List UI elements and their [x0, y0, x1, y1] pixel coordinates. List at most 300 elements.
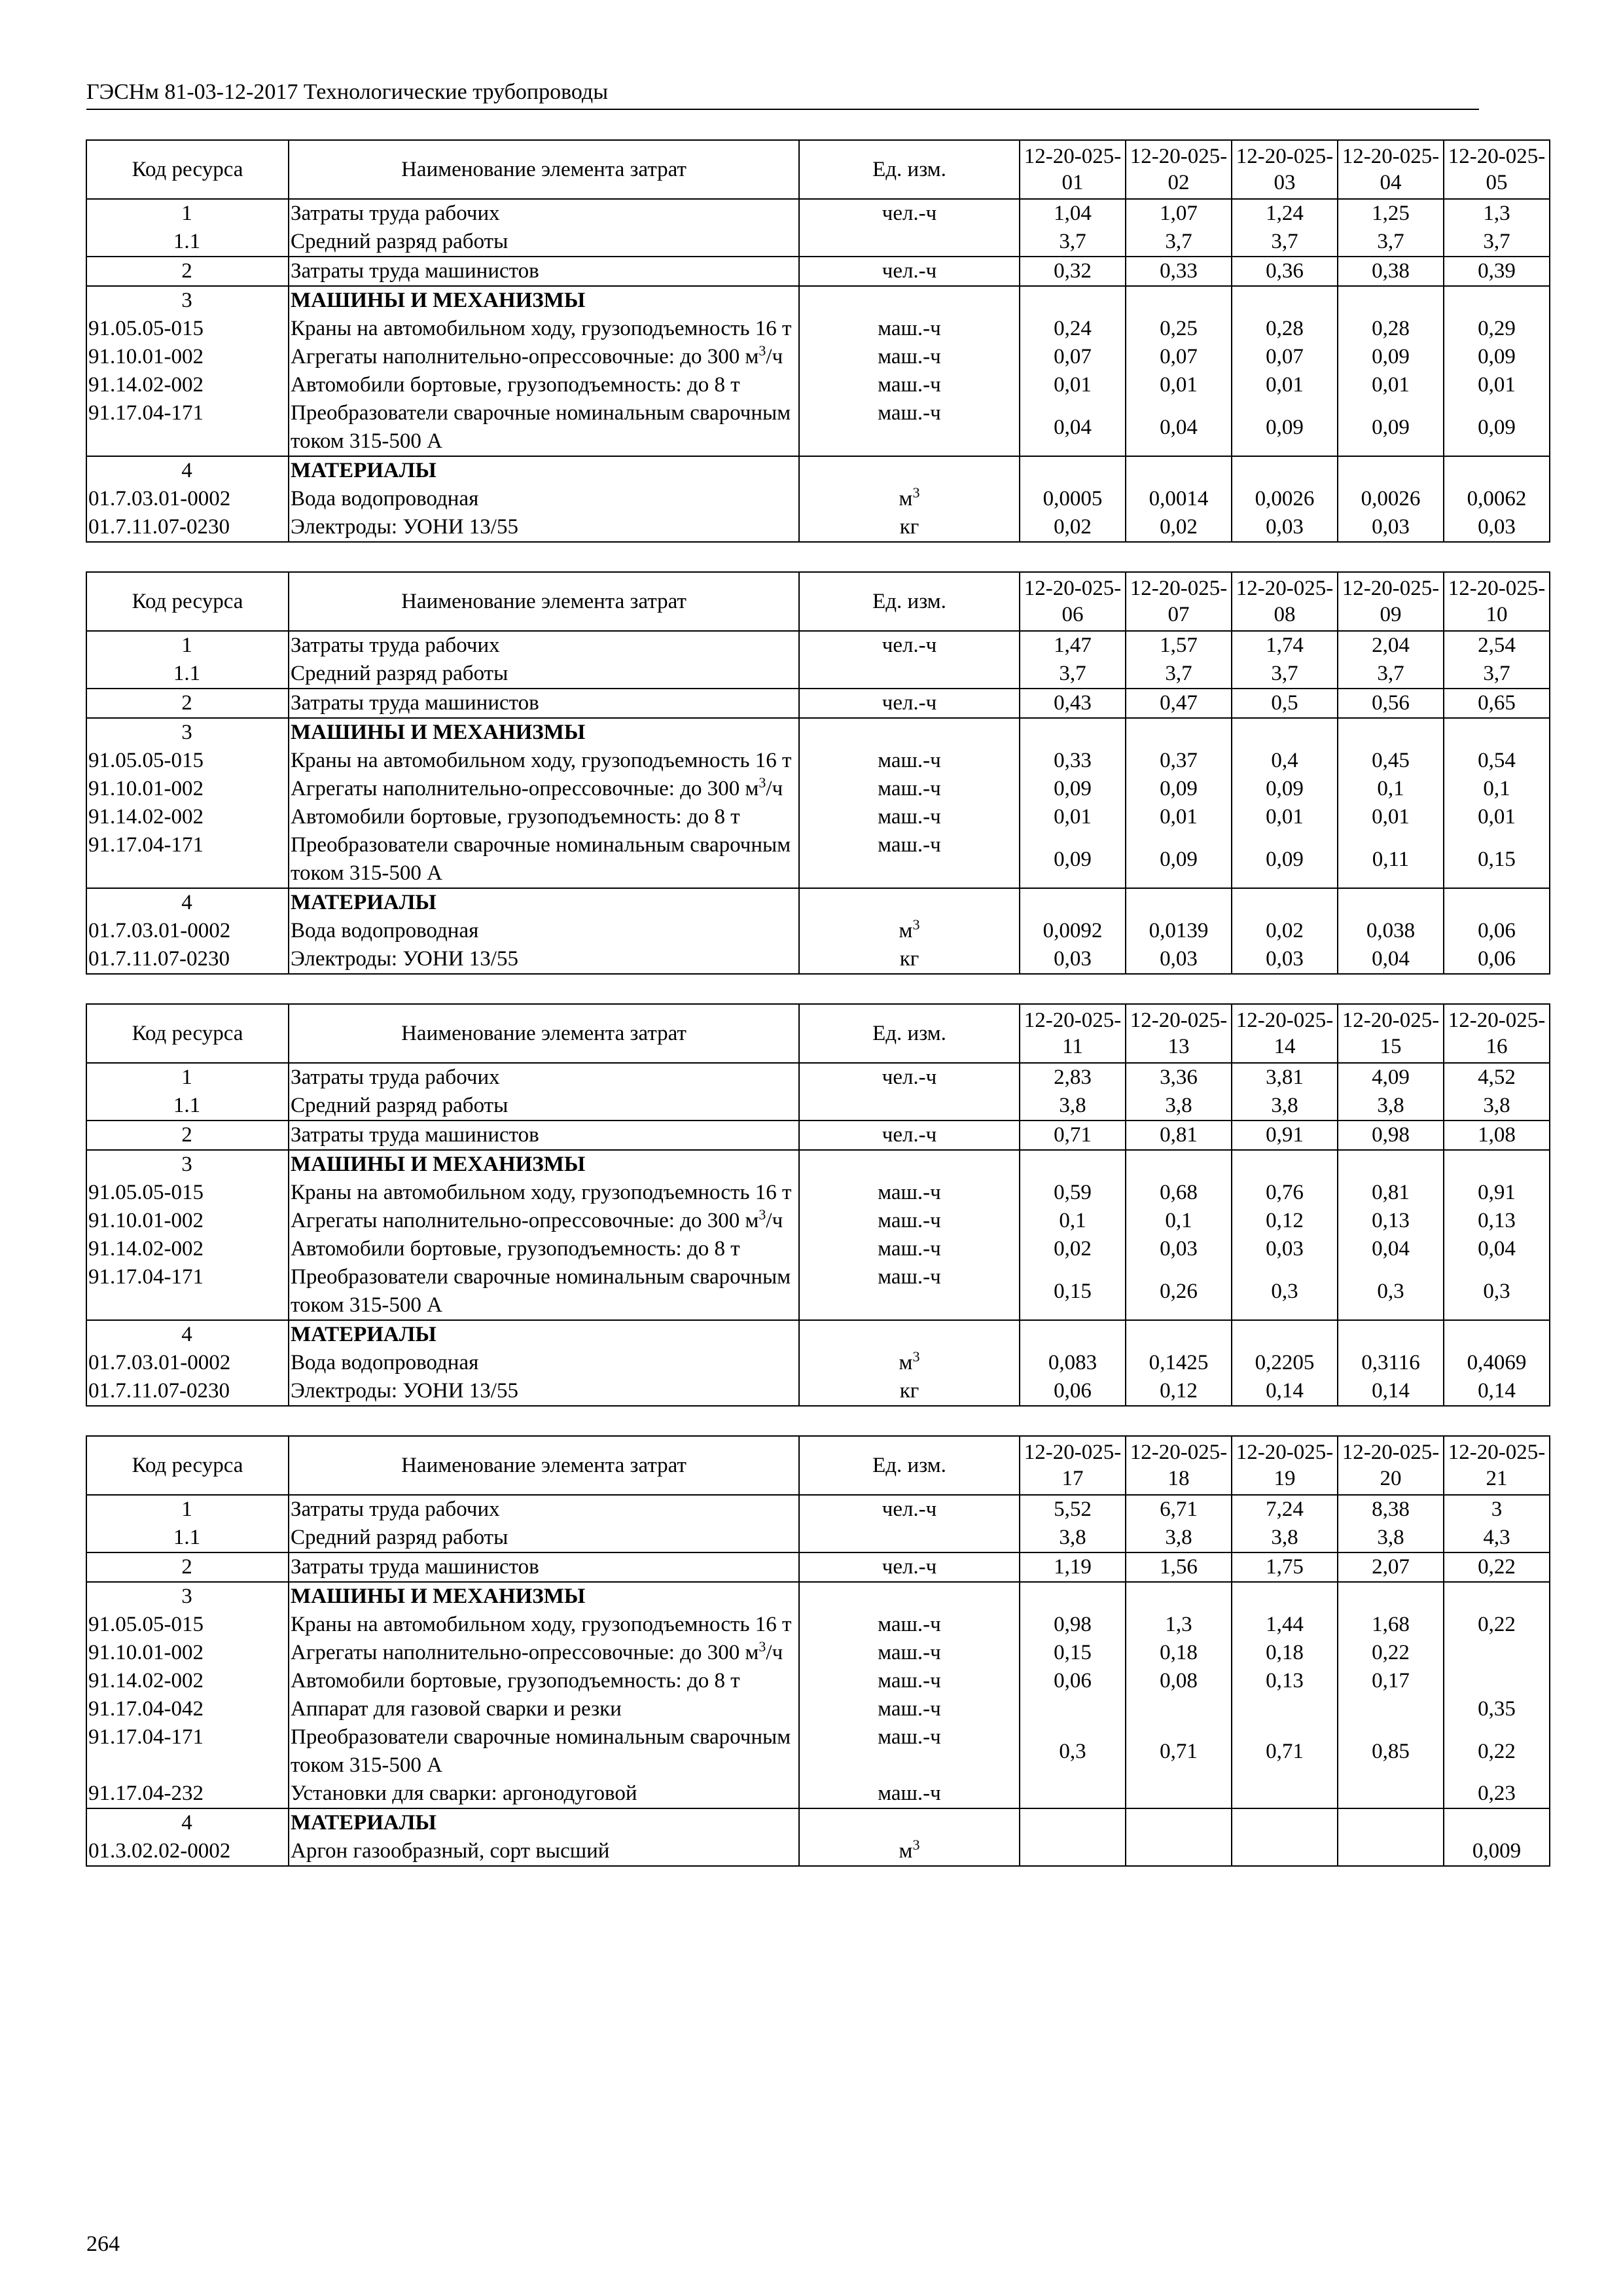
cost-element-name: Вода водопроводная	[289, 917, 799, 945]
superscript: 3	[912, 1348, 920, 1365]
unit: маш.-ч	[799, 747, 1020, 775]
norm-value: 0,33	[1126, 257, 1232, 286]
norm-value: 0,09	[1126, 831, 1232, 888]
norm-value: 0,22	[1338, 1639, 1444, 1667]
cost-element-name: Затраты труда машинистов	[289, 689, 799, 718]
header-norm-code: 12-20-025-01	[1020, 140, 1126, 199]
norm-value: 0,03	[1232, 513, 1338, 542]
unit	[799, 1150, 1020, 1179]
norm-value: 0,02	[1020, 513, 1126, 542]
unit: маш.-ч	[799, 1263, 1020, 1320]
norm-value	[1126, 1837, 1232, 1866]
norm-value	[1444, 456, 1550, 485]
resource-code: 2	[86, 1552, 289, 1582]
unit: чел.-ч	[799, 257, 1020, 286]
table-row	[86, 1552, 1550, 1582]
norm-value	[1232, 1150, 1338, 1179]
norm-value	[1020, 888, 1126, 917]
norm-table	[86, 139, 1550, 543]
norm-value: 7,24	[1232, 1495, 1338, 1524]
norm-value	[1232, 1320, 1338, 1349]
norm-value: 3,8	[1444, 1092, 1550, 1121]
norm-value: 0,65	[1444, 689, 1550, 718]
unit: маш.-ч	[799, 831, 1020, 888]
norm-value: 0,009	[1444, 1837, 1550, 1866]
norm-value: 0,0005	[1020, 485, 1126, 513]
norm-value	[1126, 1808, 1232, 1837]
resource-code: 2	[86, 689, 289, 718]
cost-element-name: Преобразователи сварочные номинальным сварочным током 315-500 А	[289, 399, 799, 456]
norm-value: 1,3	[1444, 199, 1550, 228]
unit: чел.-ч	[799, 689, 1020, 718]
table-row	[86, 485, 1550, 513]
unit: $м^3$	[799, 1837, 1020, 1866]
norm-value: 3,8	[1126, 1524, 1232, 1552]
resource-code: 91.05.05-015	[86, 315, 289, 343]
norm-value: 0,81	[1338, 1179, 1444, 1207]
unit	[799, 286, 1020, 315]
norm-value	[1020, 718, 1126, 747]
cost-element-name: Затраты труда рабочих	[289, 631, 799, 660]
norm-value	[1338, 286, 1444, 315]
norm-value: 0,1	[1444, 775, 1550, 803]
norm-value: 0,01	[1338, 371, 1444, 399]
table-row	[86, 1639, 1550, 1667]
norm-value: 0,03	[1126, 1235, 1232, 1263]
table-row	[86, 1207, 1550, 1235]
table-header-row	[86, 572, 1550, 631]
header-norm-code: 12-20-025-04	[1338, 140, 1444, 199]
cost-element-name: МАТЕРИАЛЫ	[289, 888, 799, 917]
norm-value: 0,38	[1338, 257, 1444, 286]
norm-value	[1126, 1582, 1232, 1611]
unit: маш.-ч	[799, 1179, 1020, 1207]
norm-value: 4,3	[1444, 1524, 1550, 1552]
cost-element-name: МАШИНЫ И МЕХАНИЗМЫ	[289, 286, 799, 315]
norm-value: 0,09	[1338, 343, 1444, 371]
norm-value: 0,13	[1444, 1207, 1550, 1235]
norm-value	[1444, 1150, 1550, 1179]
header-code: Код ресурса	[86, 140, 289, 199]
resource-code: 1.1	[86, 660, 289, 689]
resource-code: 01.7.03.01-0002	[86, 917, 289, 945]
header-norm-code: 12-20-025-07	[1126, 572, 1232, 631]
unit	[799, 718, 1020, 747]
section-row	[86, 286, 1550, 315]
norm-value: 3,7	[1126, 228, 1232, 257]
table-row	[86, 371, 1550, 399]
resource-code: 91.17.04-042	[86, 1695, 289, 1723]
norm-value: 1,75	[1232, 1552, 1338, 1582]
norm-value: 5,52	[1020, 1495, 1126, 1524]
norm-value	[1020, 1780, 1126, 1808]
norm-value: 1,08	[1444, 1121, 1550, 1150]
norm-value: 0,3	[1338, 1263, 1444, 1320]
section-row	[86, 718, 1550, 747]
unit: чел.-ч	[799, 631, 1020, 660]
norm-value: 0,2205	[1232, 1349, 1338, 1377]
norm-value	[1232, 286, 1338, 315]
norm-value: 0,85	[1338, 1723, 1444, 1780]
norm-value: 3,8	[1020, 1092, 1126, 1121]
norm-value: 0,09	[1020, 831, 1126, 888]
table-row	[86, 1495, 1550, 1524]
table-row	[86, 775, 1550, 803]
table-row	[86, 1235, 1550, 1263]
resource-code: 91.05.05-015	[86, 1179, 289, 1207]
unit	[799, 228, 1020, 257]
norm-value	[1020, 1320, 1126, 1349]
unit: маш.-ч	[799, 803, 1020, 831]
unit: кг	[799, 945, 1020, 974]
cost-element-name: МАШИНЫ И МЕХАНИЗМЫ	[289, 1582, 799, 1611]
norm-value: 0,09	[1232, 831, 1338, 888]
norm-value: 3,8	[1338, 1092, 1444, 1121]
table-row	[86, 1377, 1550, 1406]
norm-value: 1,19	[1020, 1552, 1126, 1582]
norm-value: 0,39	[1444, 257, 1550, 286]
table-row	[86, 1837, 1550, 1866]
header-name: Наименование элемента затрат	[289, 1436, 799, 1495]
norm-value: 0,02	[1232, 917, 1338, 945]
cost-element-name: МАТЕРИАЛЫ	[289, 1808, 799, 1837]
cost-element-name: Затраты труда рабочих	[289, 199, 799, 228]
norm-value	[1444, 1808, 1550, 1837]
norm-value: 0,038	[1338, 917, 1444, 945]
norm-value	[1232, 1837, 1338, 1866]
table-header-row	[86, 1004, 1550, 1063]
norm-value: 0,29	[1444, 315, 1550, 343]
norm-value: 0,81	[1126, 1121, 1232, 1150]
norm-value: 0,03	[1232, 1235, 1338, 1263]
norm-value	[1338, 1837, 1444, 1866]
cost-element-name: Электроды: УОНИ 13/55	[289, 945, 799, 974]
table-row	[86, 660, 1550, 689]
resource-code: 2	[86, 1121, 289, 1150]
table-row	[86, 1695, 1550, 1723]
norm-value: 0,76	[1232, 1179, 1338, 1207]
norm-value: 0,24	[1020, 315, 1126, 343]
norm-value	[1232, 456, 1338, 485]
header-name: Наименование элемента затрат	[289, 140, 799, 199]
norm-value	[1020, 1582, 1126, 1611]
norm-value: 0,12	[1126, 1377, 1232, 1406]
cost-element-name: Аппарат для газовой сварки и резки	[289, 1695, 799, 1723]
unit	[799, 456, 1020, 485]
norm-value: 2,54	[1444, 631, 1550, 660]
norm-value: 8,38	[1338, 1495, 1444, 1524]
norm-value: 3,7	[1232, 660, 1338, 689]
resource-code: 4	[86, 1808, 289, 1837]
unit	[799, 1808, 1020, 1837]
header-norm-code: 12-20-025-16	[1444, 1004, 1550, 1063]
resource-code: 3	[86, 718, 289, 747]
resource-code: 91.17.04-171	[86, 399, 289, 456]
norm-value: 3	[1444, 1495, 1550, 1524]
unit: чел.-ч	[799, 1552, 1020, 1582]
unit: маш.-ч	[799, 1235, 1020, 1263]
header-norm-code: 12-20-025-11	[1020, 1004, 1126, 1063]
norm-value: 1,47	[1020, 631, 1126, 660]
norm-value: 0,13	[1232, 1667, 1338, 1695]
norm-value: 0,68	[1126, 1179, 1232, 1207]
cost-element-name: Средний разряд работы	[289, 660, 799, 689]
unit: маш.-ч	[799, 371, 1020, 399]
norm-value: 0,91	[1444, 1179, 1550, 1207]
resource-code: 4	[86, 456, 289, 485]
table-row	[86, 1524, 1550, 1552]
norm-value: 0,18	[1232, 1639, 1338, 1667]
cost-element-name: Краны на автомобильном ходу, грузоподъемность 16 т	[289, 1179, 799, 1207]
unit	[799, 1320, 1020, 1349]
norm-value: 0,02	[1020, 1235, 1126, 1263]
header-unit: Ед. изм.	[799, 140, 1020, 199]
norm-value: 0,07	[1232, 343, 1338, 371]
unit: маш.-ч	[799, 1611, 1020, 1639]
norm-value: 0,01	[1020, 371, 1126, 399]
norm-value	[1232, 1780, 1338, 1808]
table-row	[86, 945, 1550, 974]
cost-element-name: Затраты труда рабочих	[289, 1495, 799, 1524]
norm-value: 0,06	[1444, 945, 1550, 974]
table-row	[86, 1121, 1550, 1150]
norm-value: 0,03	[1126, 945, 1232, 974]
norm-value	[1444, 1320, 1550, 1349]
norm-value	[1444, 888, 1550, 917]
norm-value: 3,8	[1232, 1092, 1338, 1121]
cost-element-name: Средний разряд работы	[289, 1524, 799, 1552]
norm-value: 0,3	[1020, 1723, 1126, 1780]
header-unit: Ед. изм.	[799, 1436, 1020, 1495]
norm-value: 0,15	[1444, 831, 1550, 888]
header-norm-code: 12-20-025-17	[1020, 1436, 1126, 1495]
header-code: Код ресурса	[86, 1004, 289, 1063]
superscript: 3	[912, 484, 920, 501]
unit: маш.-ч	[799, 399, 1020, 456]
resource-code: 01.7.03.01-0002	[86, 1349, 289, 1377]
section-row	[86, 888, 1550, 917]
norm-value: 0,3	[1232, 1263, 1338, 1320]
table-row	[86, 228, 1550, 257]
norm-value	[1338, 1808, 1444, 1837]
norm-value: 3,8	[1232, 1524, 1338, 1552]
norm-value: 0,083	[1020, 1349, 1126, 1377]
norm-value	[1020, 1808, 1126, 1837]
norm-value: 0,06	[1020, 1377, 1126, 1406]
norm-value: 0,18	[1126, 1639, 1232, 1667]
norm-value: 1,3	[1126, 1611, 1232, 1639]
header-norm-code: 12-20-025-02	[1126, 140, 1232, 199]
resource-code: 4	[86, 888, 289, 917]
norm-value: 6,71	[1126, 1495, 1232, 1524]
table-row	[86, 689, 1550, 718]
norm-value	[1232, 888, 1338, 917]
resource-code: 91.10.01-002	[86, 775, 289, 803]
resource-code: 01.7.11.07-0230	[86, 513, 289, 542]
norm-value: 1,56	[1126, 1552, 1232, 1582]
resource-code: 1	[86, 1063, 289, 1092]
norm-value: 0,0139	[1126, 917, 1232, 945]
section-row	[86, 1582, 1550, 1611]
resource-code: 91.14.02-002	[86, 371, 289, 399]
unit: кг	[799, 1377, 1020, 1406]
resource-code: 91.10.01-002	[86, 1639, 289, 1667]
norm-value	[1020, 1837, 1126, 1866]
norm-value: 0,28	[1338, 315, 1444, 343]
table-row	[86, 1723, 1550, 1780]
norm-value: 1,07	[1126, 199, 1232, 228]
norm-value	[1338, 1695, 1444, 1723]
norm-value: 0,14	[1232, 1377, 1338, 1406]
norm-value: 0,71	[1232, 1723, 1338, 1780]
norm-value: 0,06	[1020, 1667, 1126, 1695]
cost-element-name: Агрегаты наполнительно-опрессовочные: до 300 $м^3/ч$	[289, 775, 799, 803]
norm-value: 3,7	[1020, 660, 1126, 689]
resource-code: 01.3.02.02-0002	[86, 1837, 289, 1866]
cost-element-name: Вода водопроводная	[289, 485, 799, 513]
norm-value: 2,83	[1020, 1063, 1126, 1092]
norms-tables-container	[86, 139, 1546, 1895]
norm-value: 0,15	[1020, 1263, 1126, 1320]
unit: $м^3$	[799, 1349, 1020, 1377]
cost-element-name: Краны на автомобильном ходу, грузоподъемность 16 т	[289, 315, 799, 343]
resource-code: 91.14.02-002	[86, 803, 289, 831]
norm-value: 0,45	[1338, 747, 1444, 775]
norm-value: 2,07	[1338, 1552, 1444, 1582]
table-row	[86, 199, 1550, 228]
norm-value	[1444, 286, 1550, 315]
cost-element-name: Автомобили бортовые, грузоподъемность: до 8 т	[289, 1235, 799, 1263]
norm-value: 1,68	[1338, 1611, 1444, 1639]
norm-value: 0,01	[1126, 371, 1232, 399]
norm-value: 0,4	[1232, 747, 1338, 775]
norm-value	[1338, 718, 1444, 747]
norm-value: 0,03	[1232, 945, 1338, 974]
norm-value: 0,01	[1444, 803, 1550, 831]
norm-value: 0,17	[1338, 1667, 1444, 1695]
norm-value	[1126, 1780, 1232, 1808]
norm-value	[1126, 456, 1232, 485]
cost-element-name: МАТЕРИАЛЫ	[289, 1320, 799, 1349]
norm-value: 0,04	[1020, 399, 1126, 456]
unit: кг	[799, 513, 1020, 542]
cost-element-name: Электроды: УОНИ 13/55	[289, 1377, 799, 1406]
norm-value	[1338, 1150, 1444, 1179]
norm-value	[1020, 1150, 1126, 1179]
norm-value: 0,09	[1338, 399, 1444, 456]
norm-value: 0,14	[1338, 1377, 1444, 1406]
resource-code: 2	[86, 257, 289, 286]
norm-value: 0,3	[1444, 1263, 1550, 1320]
unit: $м^3$	[799, 485, 1020, 513]
norm-value: 0,36	[1232, 257, 1338, 286]
section-row	[86, 1808, 1550, 1837]
norm-value: 0,08	[1126, 1667, 1232, 1695]
norm-value: 1,25	[1338, 199, 1444, 228]
cost-element-name: Преобразователи сварочные номинальным сварочным током 315-500 А	[289, 1723, 799, 1780]
unit: маш.-ч	[799, 315, 1020, 343]
resource-code: 01.7.11.07-0230	[86, 1377, 289, 1406]
norm-value	[1232, 1582, 1338, 1611]
resource-code: 1	[86, 631, 289, 660]
unit: $м^3$	[799, 917, 1020, 945]
norm-value: 0,12	[1232, 1207, 1338, 1235]
norm-value: 0,0026	[1232, 485, 1338, 513]
norm-value	[1232, 718, 1338, 747]
unit: маш.-ч	[799, 1695, 1020, 1723]
table-row	[86, 631, 1550, 660]
table-row	[86, 1263, 1550, 1320]
section-row	[86, 1150, 1550, 1179]
norm-value: 3,81	[1232, 1063, 1338, 1092]
resource-code: 1.1	[86, 1524, 289, 1552]
header-norm-code: 12-20-025-15	[1338, 1004, 1444, 1063]
header-norm-code: 12-20-025-03	[1232, 140, 1338, 199]
norm-value: 0,1425	[1126, 1349, 1232, 1377]
norm-value: 0,98	[1020, 1611, 1126, 1639]
cost-element-name: Автомобили бортовые, грузоподъемность: до 8 т	[289, 371, 799, 399]
cost-element-name: Автомобили бортовые, грузоподъемность: до 8 т	[289, 803, 799, 831]
norm-value: 0,56	[1338, 689, 1444, 718]
norm-value: 3,7	[1020, 228, 1126, 257]
unit: чел.-ч	[799, 1063, 1020, 1092]
cost-element-name: МАШИНЫ И МЕХАНИЗМЫ	[289, 718, 799, 747]
table-row	[86, 1092, 1550, 1121]
norm-value: 0,01	[1232, 803, 1338, 831]
norm-value: 1,57	[1126, 631, 1232, 660]
norm-value	[1338, 456, 1444, 485]
resource-code: 1.1	[86, 228, 289, 257]
norm-value: 0,0026	[1338, 485, 1444, 513]
norm-value: 0,1	[1126, 1207, 1232, 1235]
norm-value: 0,01	[1020, 803, 1126, 831]
norm-value: 0,5	[1232, 689, 1338, 718]
cost-element-name: Агрегаты наполнительно-опрессовочные: до 300 $м^3/ч$	[289, 1639, 799, 1667]
header-norm-code: 12-20-025-10	[1444, 572, 1550, 631]
resource-code: 1.1	[86, 1092, 289, 1121]
norm-value: 0,43	[1020, 689, 1126, 718]
norm-value: 0,09	[1444, 399, 1550, 456]
norm-value	[1232, 1808, 1338, 1837]
resource-code: 91.17.04-232	[86, 1780, 289, 1808]
cost-element-name: Преобразователи сварочные номинальным сварочным током 315-500 А	[289, 831, 799, 888]
norm-value: 1,24	[1232, 199, 1338, 228]
norm-value: 0,01	[1444, 371, 1550, 399]
table-row	[86, 1179, 1550, 1207]
table-row	[86, 917, 1550, 945]
norm-value: 0,03	[1444, 513, 1550, 542]
norm-value: 0,35	[1444, 1695, 1550, 1723]
table-row	[86, 747, 1550, 775]
norm-value: 0,0092	[1020, 917, 1126, 945]
norm-table	[86, 1003, 1550, 1407]
superscript: 3	[912, 916, 920, 933]
header-norm-code: 12-20-025-14	[1232, 1004, 1338, 1063]
norm-value: 3,7	[1338, 660, 1444, 689]
table-row	[86, 1780, 1550, 1808]
cost-element-name: Вода водопроводная	[289, 1349, 799, 1377]
header-norm-code: 12-20-025-13	[1126, 1004, 1232, 1063]
resource-code: 91.10.01-002	[86, 343, 289, 371]
cost-element-name: Затраты труда машинистов	[289, 1121, 799, 1150]
page-header: ГЭСНм 81-03-12-2017 Технологические трубопроводы	[86, 77, 1479, 110]
norm-value: 0,0014	[1126, 485, 1232, 513]
unit	[799, 888, 1020, 917]
norm-value: 0,13	[1338, 1207, 1444, 1235]
norm-value	[1126, 286, 1232, 315]
resource-code: 91.17.04-171	[86, 831, 289, 888]
norm-value	[1444, 1639, 1550, 1667]
